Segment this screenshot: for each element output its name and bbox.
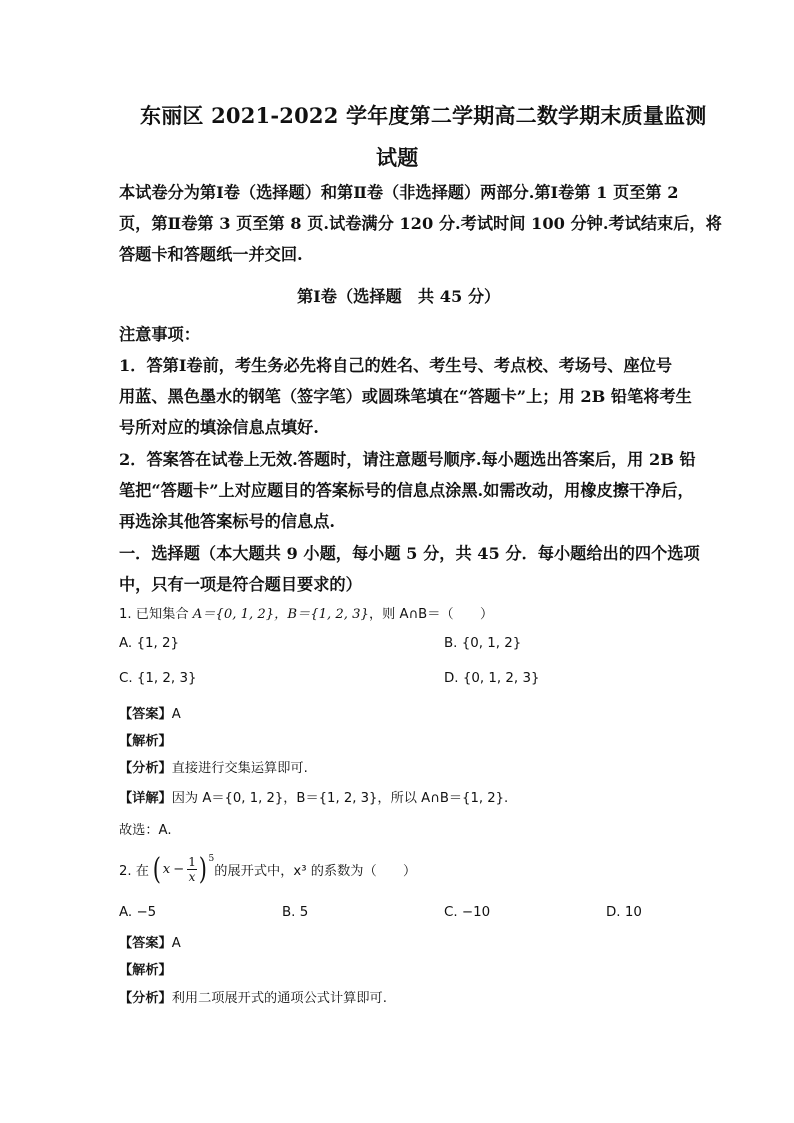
q2-answer-value: A: [171, 936, 181, 951]
q2-answer-tag: 【答案】: [119, 936, 172, 951]
q2-fenxi-text: 利用二项展开式的通项公式计算即可.: [171, 991, 387, 1006]
q1-stem-math: A＝{0, 1, 2}，B＝{1, 2, 3}: [192, 607, 369, 622]
part-heading-line-2: 中，只有一项是符合题目要求的）: [119, 575, 362, 594]
q2-fenxi-tag: 【分析】: [119, 991, 172, 1006]
q2-x: x: [162, 861, 171, 877]
q2-option-b: B. 5: [282, 905, 309, 920]
q2-left-paren: (: [152, 851, 161, 887]
note-line-6: 再选涂其他答案标号的信息点.: [119, 512, 336, 531]
note-line-2: 用蓝、黑色墨水的钢笔（签字笔）或圆珠笔填在“答题卡”上；用 2B 铅笔将考生: [119, 387, 692, 406]
q2-fraction-denominator: x: [188, 869, 196, 884]
q1-answer-tag: 【答案】: [119, 707, 172, 722]
q1-detail-text: 因为 A＝{0, 1, 2}，B＝{1, 2, 3}，所以 A∩B＝{1, 2}.: [171, 791, 509, 806]
section-heading: 第Ⅰ卷（选择题 共 45 分）: [297, 287, 501, 306]
q1-option-a: A. {1, 2}: [119, 636, 180, 651]
q2-option-c: C. −10: [444, 905, 491, 920]
exam-title-line2: 试题: [376, 145, 419, 170]
q2-right-paren: ): [198, 851, 207, 887]
q1-stem-suffix: ，则 A∩B＝（ ）: [368, 607, 494, 622]
q2-analysis-tag: 【解析】: [119, 963, 172, 978]
q2-stem-prefix: 2. 在: [119, 863, 149, 879]
q1-answer: [119, 703, 181, 722]
intro-line-3: 答题卡和答题纸一并交回.: [119, 245, 303, 264]
note-line-1: 1．答第Ⅰ卷前，考生务必先将自己的姓名、考生号、考点校、考场号、座位号: [119, 356, 673, 375]
q1-option-d: D. {0, 1, 2, 3}: [444, 671, 540, 686]
q2-exponent: 5: [208, 853, 215, 864]
intro-line-1: 本试卷分为第Ⅰ卷（选择题）和第Ⅱ卷（非选择题）两部分.第Ⅰ卷第 1 页至第 2: [119, 183, 679, 202]
notes-heading: 注意事项：: [119, 325, 200, 344]
q2-option-a: A. −5: [119, 905, 157, 920]
q2-option-d: D. 10: [606, 905, 642, 920]
note-line-5: 笔把“答题卡”上对应题目的答案标号的信息点涂黑.如需改动，用橡皮擦干净后，: [119, 481, 694, 500]
intro-line-2: 页，第Ⅱ卷第 3 页至第 8 页.试卷满分 120 分.考试时间 100 分钟.考试结束后，将: [119, 214, 722, 233]
q2-minus: −: [173, 861, 185, 877]
q1-fenxi-text: 直接进行交集运算即可.: [171, 761, 308, 776]
q2-fraction: [187, 855, 197, 884]
q2-stem: [119, 846, 416, 892]
exam-title-line1: 东丽区 2021-2022 学年度第二学期高二数学期末质量监测: [140, 103, 707, 128]
note-line-3: 号所对应的填涂信息点填好.: [119, 418, 319, 437]
q1-option-c: C. {1, 2, 3}: [119, 671, 197, 686]
q2-answer: [119, 932, 181, 951]
part-heading-line-1: 一．选择题（本大题共 9 小题，每小题 5 分，共 45 分．每小题给出的四个选项: [119, 544, 700, 563]
q1-answer-value: A: [171, 707, 181, 722]
q1-option-b: B. {0, 1, 2}: [444, 636, 522, 651]
q1-stem: [119, 603, 493, 622]
q1-detail: [119, 787, 508, 806]
q1-conclusion: 故选：A.: [119, 823, 172, 838]
q1-detail-tag: 【详解】: [119, 791, 172, 806]
q1-stem-prefix: 1. 已知集合: [119, 607, 193, 622]
q2-stem-suffix: 的展开式中，x³ 的系数为（ ）: [214, 863, 417, 879]
q1-fenxi-tag: 【分析】: [119, 761, 172, 776]
note-line-4: 2．答案答在试卷上无效.答题时，请注意题号顺序.每小题选出答案后，用 2B 铅: [119, 450, 696, 469]
q1-fenxi: [119, 757, 308, 776]
q2-fenxi: [119, 987, 387, 1006]
q2-fraction-numerator: 1: [188, 854, 196, 869]
q2-binomial-expression: [151, 852, 214, 887]
q1-analysis-tag: 【解析】: [119, 734, 172, 749]
